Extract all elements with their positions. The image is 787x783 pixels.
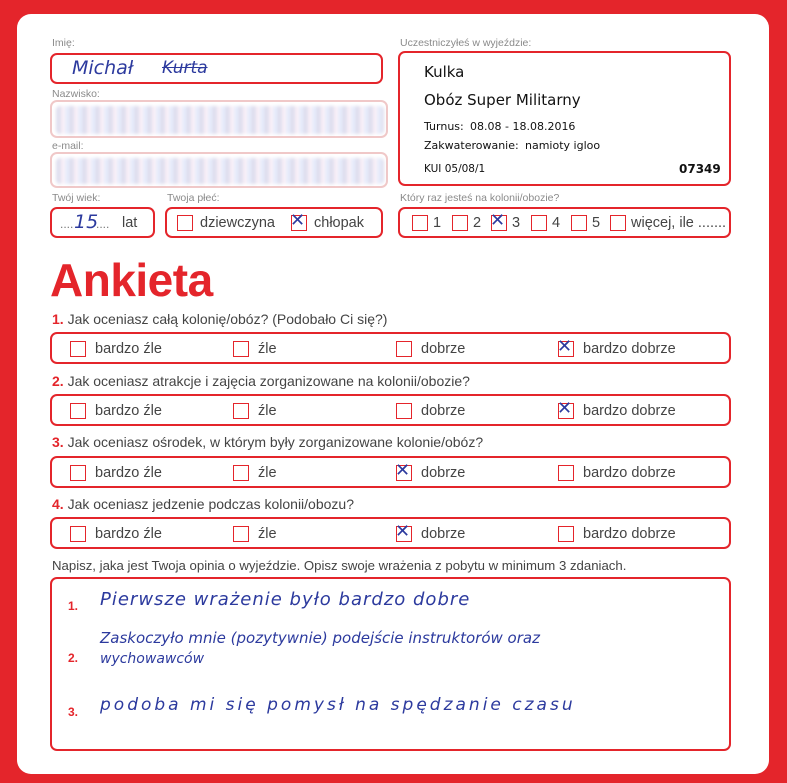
- option-label: bardzo źle: [95, 403, 162, 419]
- q2-checkbox-very-good[interactable]: [557, 398, 574, 419]
- option-label: bardzo dobrze: [583, 341, 676, 357]
- q2-checkbox-very-bad[interactable]: [70, 403, 86, 419]
- question-text: Jak oceniasz jedzenie podczas kolonii/obozu?: [67, 496, 354, 512]
- opinion-text: Zaskoczyło mnie (pozytywnie) podejście instruktorów oraz: [100, 629, 540, 647]
- times-checkbox-4[interactable]: [531, 215, 547, 231]
- q3-checkbox-bad[interactable]: [233, 465, 249, 481]
- question-text: Jak oceniasz całą kolonię/obóz? (Podobało Ci się?): [67, 311, 388, 327]
- times-label: Który raz jesteś na kolonii/obozie?: [400, 192, 560, 204]
- option-label: bardzo dobrze: [583, 526, 676, 542]
- option-label: bardzo źle: [95, 341, 162, 357]
- question-text: Jak oceniasz ośrodek, w którym były zorganizowane kolonie/obóz?: [67, 434, 484, 450]
- camp-number: 07349: [679, 162, 721, 176]
- age-value: 15: [74, 211, 99, 233]
- age-label: Twój wiek:: [52, 192, 101, 204]
- option-label: bardzo źle: [95, 526, 162, 542]
- lodging-value: namioty igloo: [525, 139, 601, 152]
- opinion-box[interactable]: [50, 577, 731, 751]
- q1-checkbox-bad[interactable]: [233, 341, 249, 357]
- opinion-text: Pierwsze wrażenie było bardzo dobre: [100, 589, 471, 610]
- survey-title: Ankieta: [50, 254, 213, 306]
- option-label: bardzo dobrze: [583, 403, 676, 419]
- question-3-options: [50, 456, 731, 488]
- check-mark-icon: ✕: [557, 398, 573, 419]
- question-1: [52, 311, 387, 327]
- name-value: Michał: [72, 57, 134, 79]
- question-2-options: [50, 394, 731, 426]
- question-1-options: [50, 332, 731, 364]
- q3-checkbox-very-bad[interactable]: [70, 465, 86, 481]
- age-field[interactable]: [50, 207, 155, 238]
- name-field[interactable]: [50, 53, 383, 84]
- camp-title: Obóz Super Militarny: [424, 91, 581, 109]
- opinion-continuation: wychowawców: [100, 651, 205, 667]
- option-label: dobrze: [421, 341, 466, 357]
- times-checkbox-3[interactable]: [490, 210, 507, 231]
- q4-checkbox-very-good[interactable]: [558, 526, 574, 542]
- times-checkbox-5[interactable]: [571, 215, 587, 231]
- redacted-surname: [56, 106, 384, 134]
- question-number: 2.: [52, 373, 64, 389]
- q3-checkbox-good[interactable]: [395, 460, 412, 481]
- term-value: 08.08 - 18.08.2016: [470, 120, 576, 133]
- participated-label: Uczestniczyłeś w wyjeździe:: [400, 37, 532, 49]
- q4-checkbox-bad[interactable]: [233, 526, 249, 542]
- camp-info-box: [398, 51, 731, 186]
- redacted-email: [56, 158, 384, 184]
- times-checkbox-1[interactable]: [412, 215, 428, 231]
- question-text: Jak oceniasz atrakcje i zajęcia zorganizowane na kolonii/obozie?: [67, 373, 470, 389]
- times-option-2: 2: [473, 215, 482, 231]
- opinion-number: 3.: [68, 705, 79, 719]
- option-label: dobrze: [421, 465, 466, 481]
- times-option-4: 4: [552, 215, 561, 231]
- age-dots-right: ....: [96, 217, 110, 231]
- q3-checkbox-very-good[interactable]: [558, 465, 574, 481]
- option-label: dobrze: [421, 526, 466, 542]
- check-mark-icon: ✕: [395, 521, 411, 542]
- gender-checkbox-boy[interactable]: [290, 210, 307, 231]
- opinion-prompt: Napisz, jaka jest Twoja opinia o wyjeździe. Opisz swoje wrażenia z pobytu w minimum 3 zdaniach.: [52, 558, 627, 573]
- name-struck-text: Kurta: [162, 58, 208, 78]
- gender-option-boy: chłopak: [314, 215, 364, 231]
- check-mark-icon: ✕: [557, 336, 573, 357]
- question-2: [52, 373, 470, 389]
- opinion-text: podoba mi się pomysł na spędzanie czasu: [100, 695, 576, 715]
- check-mark-icon: ✕: [490, 210, 506, 231]
- times-checkbox-2[interactable]: [452, 215, 468, 231]
- email-label: e-mail:: [52, 140, 84, 152]
- option-label: źle: [258, 526, 277, 542]
- surname-field[interactable]: [50, 100, 388, 138]
- option-label: źle: [258, 341, 277, 357]
- q1-checkbox-good[interactable]: [396, 341, 412, 357]
- email-field[interactable]: [50, 152, 388, 188]
- gender-field: [165, 207, 383, 238]
- question-number: 1.: [52, 311, 64, 327]
- times-checkbox-more[interactable]: [610, 215, 626, 231]
- option-label: dobrze: [421, 403, 466, 419]
- question-3: [52, 434, 483, 450]
- camp-code: KUI 05/08/1: [424, 163, 486, 175]
- option-label: bardzo dobrze: [583, 465, 676, 481]
- times-option-3: 3: [512, 215, 521, 231]
- question-4: [52, 496, 354, 512]
- q4-checkbox-good[interactable]: [395, 521, 412, 542]
- opinion-number: 2.: [68, 651, 79, 665]
- question-4-options: [50, 517, 731, 549]
- option-label: źle: [258, 465, 277, 481]
- q1-checkbox-very-bad[interactable]: [70, 341, 86, 357]
- age-dots-left: ....: [60, 217, 74, 231]
- q2-checkbox-bad[interactable]: [233, 403, 249, 419]
- gender-checkbox-girl[interactable]: [177, 215, 193, 231]
- name-label: Imię:: [52, 37, 75, 49]
- option-label: bardzo źle: [95, 465, 162, 481]
- q4-checkbox-very-bad[interactable]: [70, 526, 86, 542]
- times-option-more: więcej, ile .......: [631, 215, 727, 231]
- term-label: Turnus:: [424, 120, 464, 133]
- times-option-5: 5: [592, 215, 601, 231]
- gender-label: Twoja płeć:: [167, 192, 220, 204]
- check-mark-icon: ✕: [395, 460, 411, 481]
- times-field: [398, 207, 731, 238]
- question-number: 4.: [52, 496, 64, 512]
- check-mark-icon: ✕: [290, 210, 306, 231]
- gender-option-girl: dziewczyna: [200, 215, 275, 231]
- option-label: źle: [258, 403, 277, 419]
- camp-name: Kulka: [424, 63, 465, 81]
- question-number: 3.: [52, 434, 64, 450]
- opinion-number: 1.: [68, 599, 79, 613]
- q2-checkbox-good[interactable]: [396, 403, 412, 419]
- times-option-1: 1: [433, 215, 442, 231]
- lodging-label: Zakwaterowanie:: [424, 139, 519, 152]
- surname-label: Nazwisko:: [52, 88, 100, 100]
- age-unit: lat: [122, 215, 138, 231]
- q1-checkbox-very-good[interactable]: [557, 336, 574, 357]
